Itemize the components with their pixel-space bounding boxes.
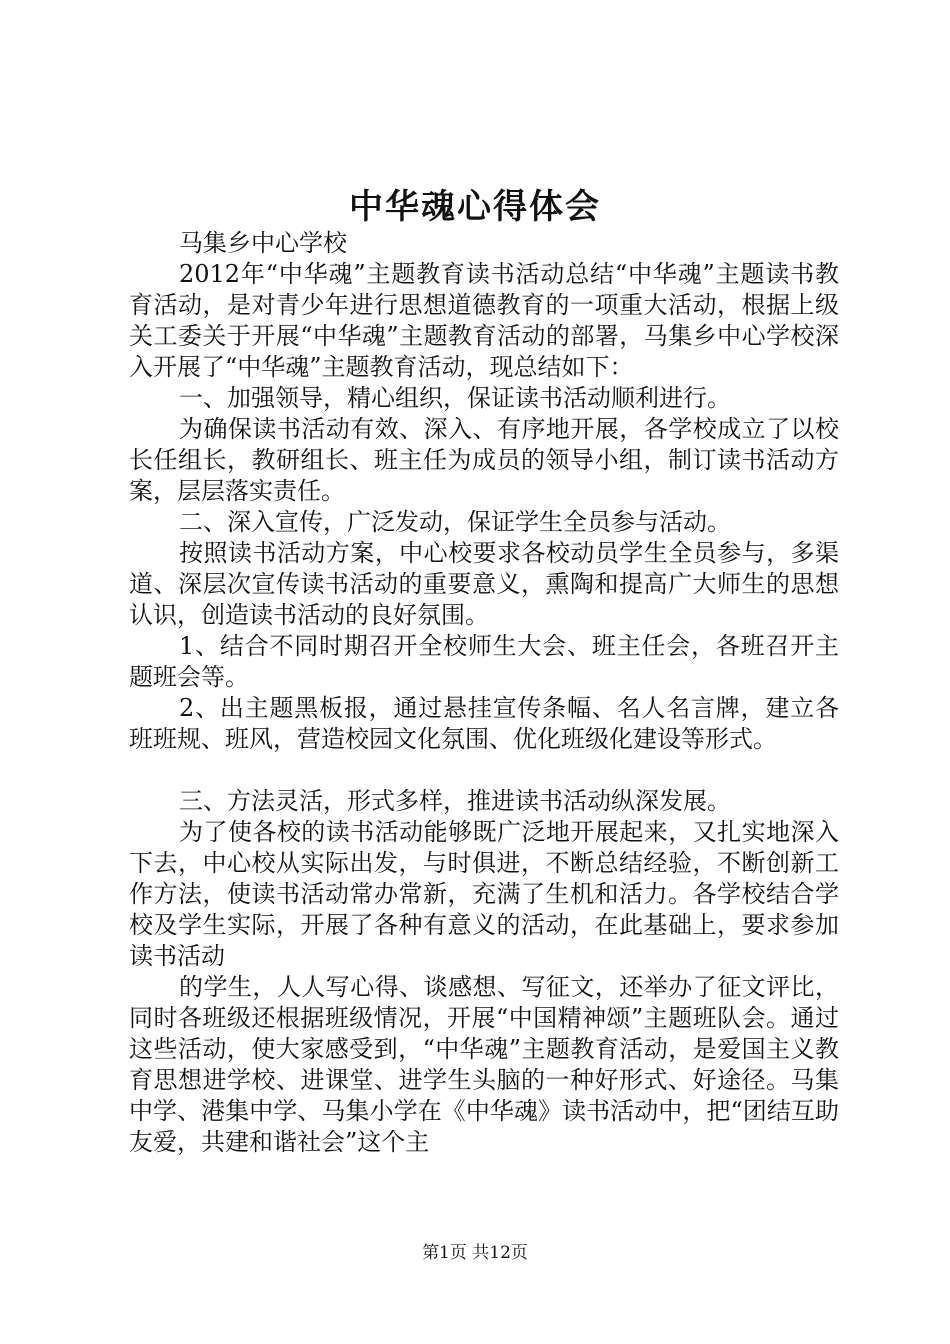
paragraph-gap [129,755,839,786]
list-item-1: 1、结合不同时期召开全校师生大会、班主任会，各班召开主题班会等。 [129,632,839,691]
paragraph-4: 的学生，人人写心得、谈感想、写征文，还举办了征文评比，同时各班级还根据班级情况，开展“中国精神颂”主题班队会。通过这些活动，使大家感受到，“中华魂”主题教育活动，是爱国主义教育思想进学校、进课堂、进学生头脑的一种好形式、好途径。马集中学、港集中学、马集小学在《中华魂》读书活动中，把“团结互助友爱，共建和谐社会”这个主 [129,973,839,1156]
document-body [129,228,839,1158]
list-item-2: 2、出主题黑板报，通过悬挂宣传条幅、名人名言牌，建立各班班规、班风，营造校园文化氛围、优化班级化建设等形式。 [129,694,839,753]
document-title: 中华魂心得体会 [349,187,601,227]
paragraph-intro: 2012年“中华魂”主题教育读书活动总结“中华魂”主题读书教育活动，是对青少年进行思想道德教育的一项重大活动，根据上级关工委关于开展“中华魂”主题教育活动的部署，马集乡中心学校深入开展了“中华魂”主题教育活动，现总结如下： [129,260,839,381]
author-line: 马集乡中心学校 [179,229,347,257]
section-heading-3: 三、方法灵活，形式多样，推进读书活动纵深发展。 [179,787,731,815]
paragraph-3: 为了使各校的读书活动能够既广泛地开展起来，又扎实地深入下去，中心校从实际出发，与时俱进，不断总结经验，不断创新工作方法，使读书活动常办常新，充满了生机和活力。各学校结合学校及学生实际，开展了各种有意义的活动，在此基础上，要求参加读书活动 [129,818,839,970]
paragraph-1: 为确保读书活动有效、深入、有序地开展，各学校成立了以校长任组长，教研组长、班主任为成员的领导小组，制订读书活动方案，层层落实责任。 [129,415,839,505]
section-heading-2: 二、深入宣传，广泛发动，保证学生全员参与活动。 [179,508,731,536]
section-heading-1: 一、加强领导，精心组织，保证读书活动顺利进行。 [179,384,731,412]
page-footer: 第1页 共12页 [422,1243,528,1263]
paragraph-2: 按照读书活动方案，中心校要求各校动员学生全员参与，多渠道、深层次宣传读书活动的重要意义，熏陶和提高广大师生的思想认识，创造读书活动的良好氛围。 [129,539,839,629]
